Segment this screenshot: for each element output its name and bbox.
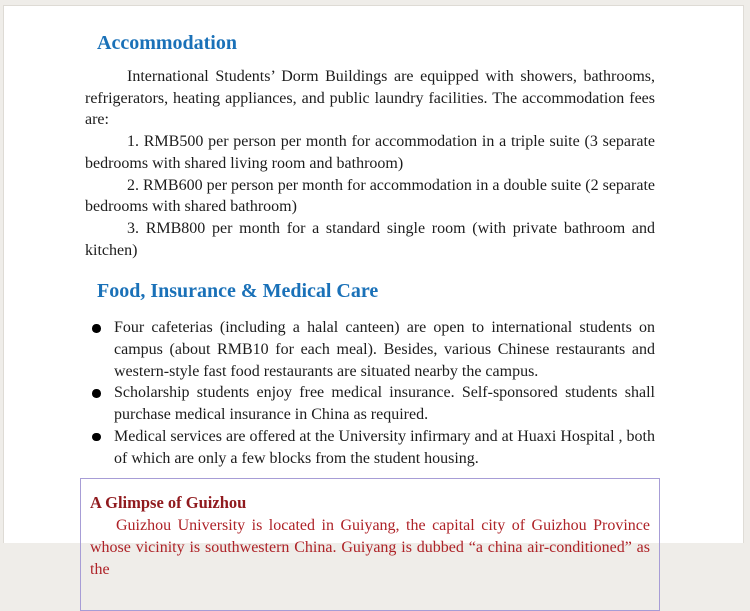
fee-item-triple-suite: 1. RMB500 per person per month for accommodation in a triple suite (3 separate bedrooms with shared living room and bathroom) bbox=[85, 133, 655, 172]
glimpse-box-paragraph: Guizhou University is located in Guiyang, the capital city of Guizhou Province whose vicinity is southwestern China. Guiyang is dubbed “a china air-conditioned” as the bbox=[90, 517, 650, 578]
bullet-item-text: Scholarship students enjoy free medical insurance. Self-sponsored students shall purchase medical insurance in China as required. bbox=[114, 384, 655, 424]
list-item bbox=[85, 426, 655, 469]
bullet-icon bbox=[92, 433, 101, 442]
fee-item-double-suite: 2. RMB600 per person per month for accommodation in a double suite (2 separate bedrooms with shared bathroom) bbox=[85, 176, 655, 216]
glimpse-box-heading: A Glimpse of Guizhou bbox=[90, 493, 247, 513]
accommodation-intro-paragraph: International Students’ Dorm Buildings are equipped with showers, bathrooms, refrigerators, heating appliances, and public laundry facilities. The accommodation fees are: bbox=[85, 68, 655, 129]
document-page bbox=[3, 5, 744, 578]
food-insurance-heading: Food, Insurance & Medical Care bbox=[97, 280, 379, 303]
bullet-icon bbox=[92, 324, 101, 333]
list-item bbox=[85, 317, 655, 382]
bullet-item-text: Medical services are offered at the University infirmary and at Huaxi Hospital , both of which are only a few blocks from the student housing. bbox=[114, 427, 655, 467]
bullet-item-text: Four cafeterias (including a halal canteen) are open to international students on campus (about RMB10 for each meal). Besides, various Chinese restaurants and western-style fast food restaurants are situated nearby the campus. bbox=[114, 319, 655, 380]
fee-item-single-room: 3. RMB800 per month for a standard single room (with private bathroom and kitchen) bbox=[85, 219, 655, 259]
list-item bbox=[85, 382, 655, 425]
accommodation-heading: Accommodation bbox=[97, 32, 237, 54]
page-content bbox=[4, 30, 743, 611]
bullet-icon bbox=[92, 389, 101, 398]
glimpse-of-guizhou-box bbox=[80, 478, 660, 611]
food-insurance-bullet-list bbox=[85, 317, 655, 469]
